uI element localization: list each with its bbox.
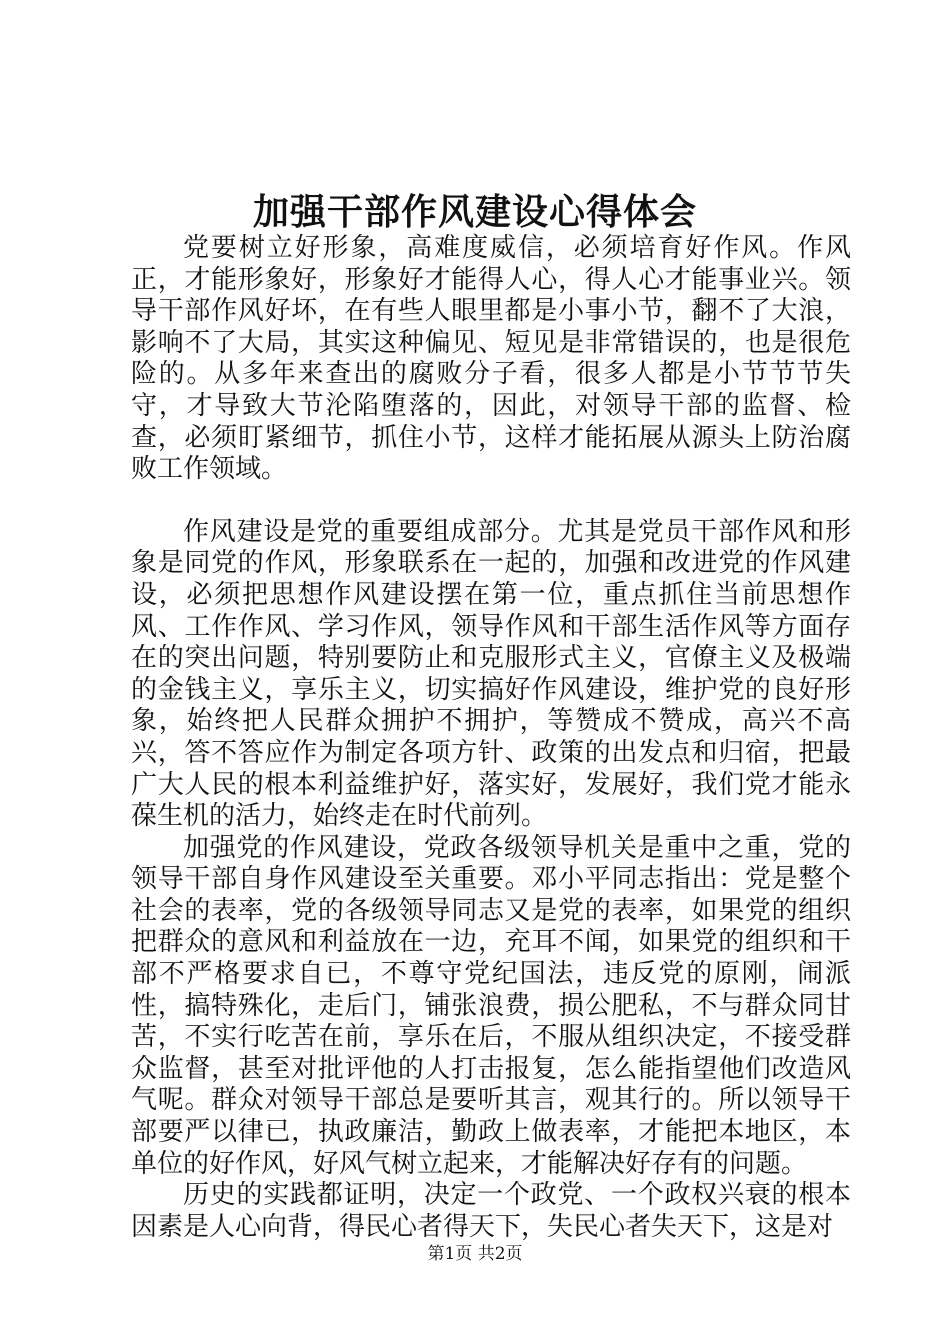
document-body xyxy=(131,233,851,1243)
paragraph-2: 作风建设是党的重要组成部分。尤其是党员干部作风和形象是同党的作风，形象联系在一起的，加强和改进党的作风建设，必须把思想作风建设摆在第一位，重点抓住当前思想作风、工作作风、学习作风，领导作风和干部生活作风等方面存在的突出问题，特别要防止和克服形式主义，官僚主义及极端的金钱主义，享乐主义，切实搞好作风建设，维护党的良好形象，始终把人民群众拥护不拥护，等赞成不赞成，高兴不高兴，答不答应作为制定各项方针、政策的出发点和归宿，把最广大人民的根本利益维护好，落实好，发展好，我们党才能永葆生机的活力，始终走在时代前列。 xyxy=(131,516,851,832)
paragraph-4: 历史的实践都证明，决定一个政党、一个政权兴衰的根本因素是人心向背，得民心者得天下，失民心者失天下，这是对 xyxy=(131,1180,851,1242)
paragraph-gap xyxy=(131,486,851,517)
document-title: 加强干部作风建设心得体会 xyxy=(252,191,697,233)
page-number-footer: 第1页 共2页 xyxy=(427,1244,523,1264)
paragraph-3: 加强党的作风建设，党政各级领导机关是重中之重，党的领导干部自身作风建设至关重要。邓小平同志指出：党是整个社会的表率，党的各级领导同志又是党的表率，如果党的组织把群众的意风和利益放在一边，充耳不闻，如果党的组织和干部不严格要求自已，不尊守党纪国法，违反党的原刚，闹派性，搞特殊化，走后门，铺张浪费，损公肥私，不与群众同甘苦，不实行吃苦在前，享乐在后，不服从组织决定，不接受群众监督，甚至对批评他的人打击报复，怎么能指望他们改造风气呢。群众对领导干部总是要听其言，观其行的。所以领导干部要严以律已，执政廉洁，勤政上做表率，才能把本地区，本单位的好作风，好风气树立起来，才能解决好存有的问题。 xyxy=(131,832,851,1179)
paragraph-1: 党要树立好形象，高难度威信，必须培育好作风。作风正，才能形象好，形象好才能得人心，得人心才能事业兴。领导干部作风好坏，在有些人眼里都是小事小节，翻不了大浪，影响不了大局，其实这种偏见、短见是非常错误的，也是很危险的。从多年来查出的腐败分子看，很多人都是小节节节失守，才导致大节沦陷堕落的，因此，对领导干部的监督、检查，必须盯紧细节，抓住小节，这样才能拓展从源头上防治腐败工作领域。 xyxy=(131,233,851,485)
